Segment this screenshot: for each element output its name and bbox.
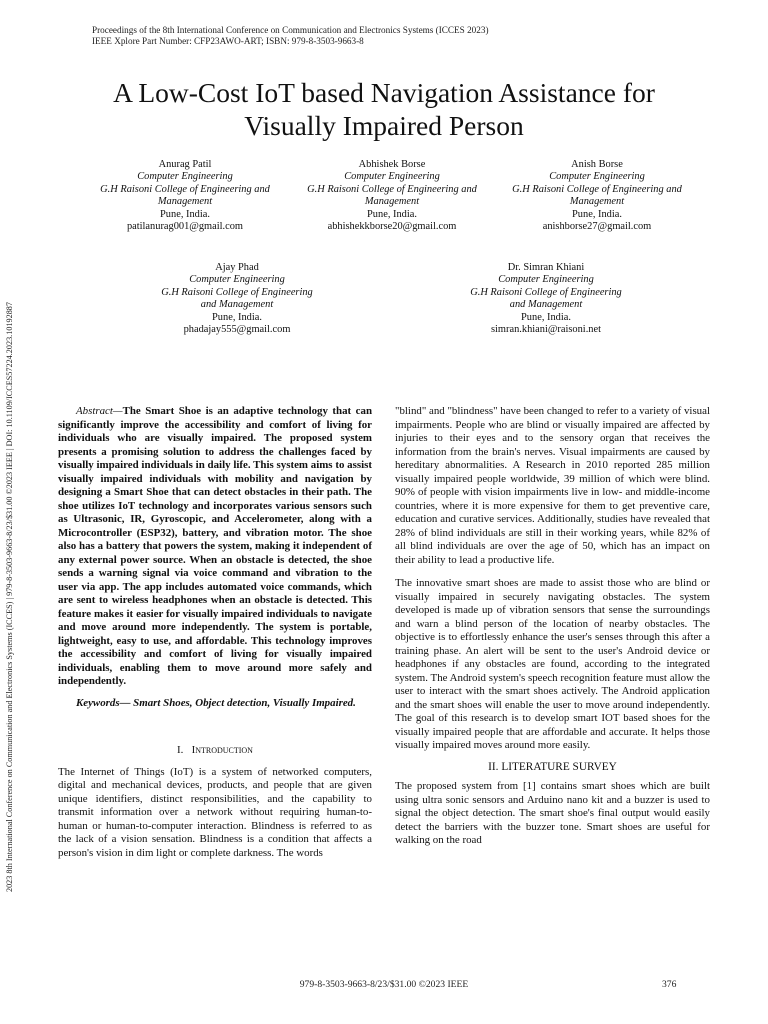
author-name: Dr. Simran Khiani (507, 262, 585, 273)
author-email: phadajay555@gmail.com (183, 324, 291, 336)
section-title: Introduction (191, 744, 253, 756)
footer-copyright: 979-8-3503-9663-8/23/$31.00 ©2023 IEEE (299, 979, 469, 990)
author-city: Pune, India. (367, 208, 417, 220)
doi-sidebar: 2023 8th International Conference on Communication and Electronics Systems (ICCES) | 979-8-3503-9663-8/23/$31.00 ©2023 IEEE | DOI: 10.1109/ICCES57224.2023.10192887 (5, 302, 14, 892)
proceedings-line: Proceedings of the 8th International Conference on Communication and Electronics Systems (ICCES 2023) (92, 25, 489, 35)
abstract-text: The Smart Shoe is an adaptive technology that can significantly improve the accessibility and comfort of living for individuals who are visually impaired. The proposed system presents a promising solution to address the challenges faced by visually impaired individuals in daily life. This system aims to assist visually impaired individuals with mobility and navigation by designing a Smart Shoe that can detect obstacles in their path. The shoe utilizes IoT technology and incorporates various sensors such as Ultrasonic, IR, Gyroscopic, and Accelerometer, along with a Microcontroller (ESP32), battery, and vibration motor. The shoe also has a battery that powers the system, making it independent of any external power source. When an obstacle is detected, the shoe sends a warning signal via voice command and vibration to the user via app. The app includes automated voice commands, which are sent to wireless headphones when an obstacle is detected. This feature makes it easier for visually impaired individuals to navigate and move around more independently. The system is portable, lightweight, easy to use, and affordable. This technology improves the accessibility and comfort of living for visually impaired individuals, enabling them to move around more safely and independently. (58, 405, 372, 687)
page-number: 376 (662, 979, 677, 990)
author-name: Abhishek Borse (358, 159, 426, 170)
intro-paragraph: The Internet of Things (IoT) is a system of networked computers, digital and mechanical devices, products, and people that are given unique identifiers, distinct responsibilities, and the capability to transmit information over a network without requiring human-to-human or human-to-computer interaction. Blindness is referred to as the lack of a vision sensation. Blindness is a condition that affects a person's vision in dim light or complete darkness. The words (58, 765, 372, 859)
author-institution: G.H Raisoni College of Engineering and (512, 183, 682, 195)
body-paragraph: "blind" and "blindness" have been changed to refer to a variety of visual impairments. People who are blind or visually impaired are affected by injuries to their eyes and to the sensory organ that receives the information from the brain's nerves. Visual impairments are caused by hereditary abnormalities. A Research in 2010 reported 285 million visually impaired people worldwide, 39 million of which were blind. 90% of people with vision impairments live in low- and middle-income countries, where it is more expensive for them to get preventive care, education and curative services. Additionally, studies have revealed that 28% of blind individuals are still in their working years, while 82% of all blind individuals are over the age of 50, which has an impact on their ability to lead a productive life. (395, 405, 710, 566)
author-email: simran.khiani@raisoni.net (491, 324, 601, 336)
abstract (58, 405, 372, 689)
author-city: Pune, India. (212, 311, 262, 323)
author-name: Anish Borse (571, 159, 623, 170)
author-block (497, 159, 697, 233)
author-block (137, 262, 337, 336)
literature-paragraph: The proposed system from [1] contains smart shoes which are built using ultra sonic sensors and Arduino nano kit and a buzzer is used to signal the object detection. The smart shoe's final output would easily detect the barriers with the buzzer tone. Smart shoes are useful for walking on the road (395, 780, 710, 846)
author-institution: and Management (509, 299, 583, 311)
proceedings-header (92, 25, 489, 47)
paper-title (0, 76, 768, 142)
keywords: Keywords— Smart Shoes, Object detection, Visually Impaired. (76, 696, 356, 709)
author-city: Pune, India. (521, 311, 571, 323)
title-line-1: A Low-Cost IoT based Navigation Assistance for (113, 77, 655, 108)
author-email: anishborse27@gmail.com (542, 221, 652, 233)
author-city: Pune, India. (160, 208, 210, 220)
abstract-label: Abstract (76, 405, 113, 417)
author-institution: G.H Raisoni College of Engineering and (100, 183, 270, 195)
author-institution: Management (569, 196, 625, 208)
title-line-2: Visually Impaired Person (244, 110, 524, 141)
section-heading: II. LITERATURE SURVEY (488, 760, 617, 773)
author-department: Computer Engineering (344, 171, 440, 183)
author-block (85, 159, 285, 233)
author-name: Ajay Phad (215, 262, 259, 273)
author-institution: G.H Raisoni College of Engineering and (307, 183, 477, 195)
section-number: I. (177, 744, 184, 756)
isbn-line: IEEE Xplore Part Number: CFP23AWO-ART; ISBN: 979-8-3503-9663-8 (92, 36, 364, 46)
author-department: Computer Engineering (137, 171, 233, 183)
author-department: Computer Engineering (189, 274, 285, 286)
author-institution: G.H Raisoni College of Engineering (470, 286, 622, 298)
author-email: patilanurag001@gmail.com (126, 221, 244, 233)
left-column (58, 405, 372, 860)
right-column (395, 405, 710, 848)
author-city: Pune, India. (572, 208, 622, 220)
author-institution: and Management (200, 299, 274, 311)
author-email: abhishekkborse20@gmail.com (327, 221, 457, 233)
author-institution: Management (157, 196, 213, 208)
author-institution: Management (364, 196, 420, 208)
author-name: Anurag Patil (158, 159, 212, 170)
author-block (446, 262, 646, 336)
author-department: Computer Engineering (498, 274, 594, 286)
abstract-dash: — (112, 405, 123, 417)
author-institution: G.H Raisoni College of Engineering (161, 286, 313, 298)
author-department: Computer Engineering (549, 171, 645, 183)
author-block (292, 159, 492, 233)
section-heading (58, 744, 372, 758)
body-paragraph: The innovative smart shoes are made to assist those who are blind or visually impaired in securely navigating obstacles. The system developed is made up of vibration sensors that sense the surroundings and warn a blind person of the location of nearby obstacles. The objective is to effortlessly enhance the user's senses through this after a training phase. An alert will be sent to the user's Android device or headphones if any obstacles are found, according to the integrated system. The Android system's speech recognition feature must allow the user to interact with the smart shoes actively. The Android application and the smart shoes will enable the user to move around independently. The goal of this research is to develop smart IOT based shoes for the visually impaired people that are affordable and accurate. It helps those visually impaired moves around more easily. (395, 577, 710, 751)
